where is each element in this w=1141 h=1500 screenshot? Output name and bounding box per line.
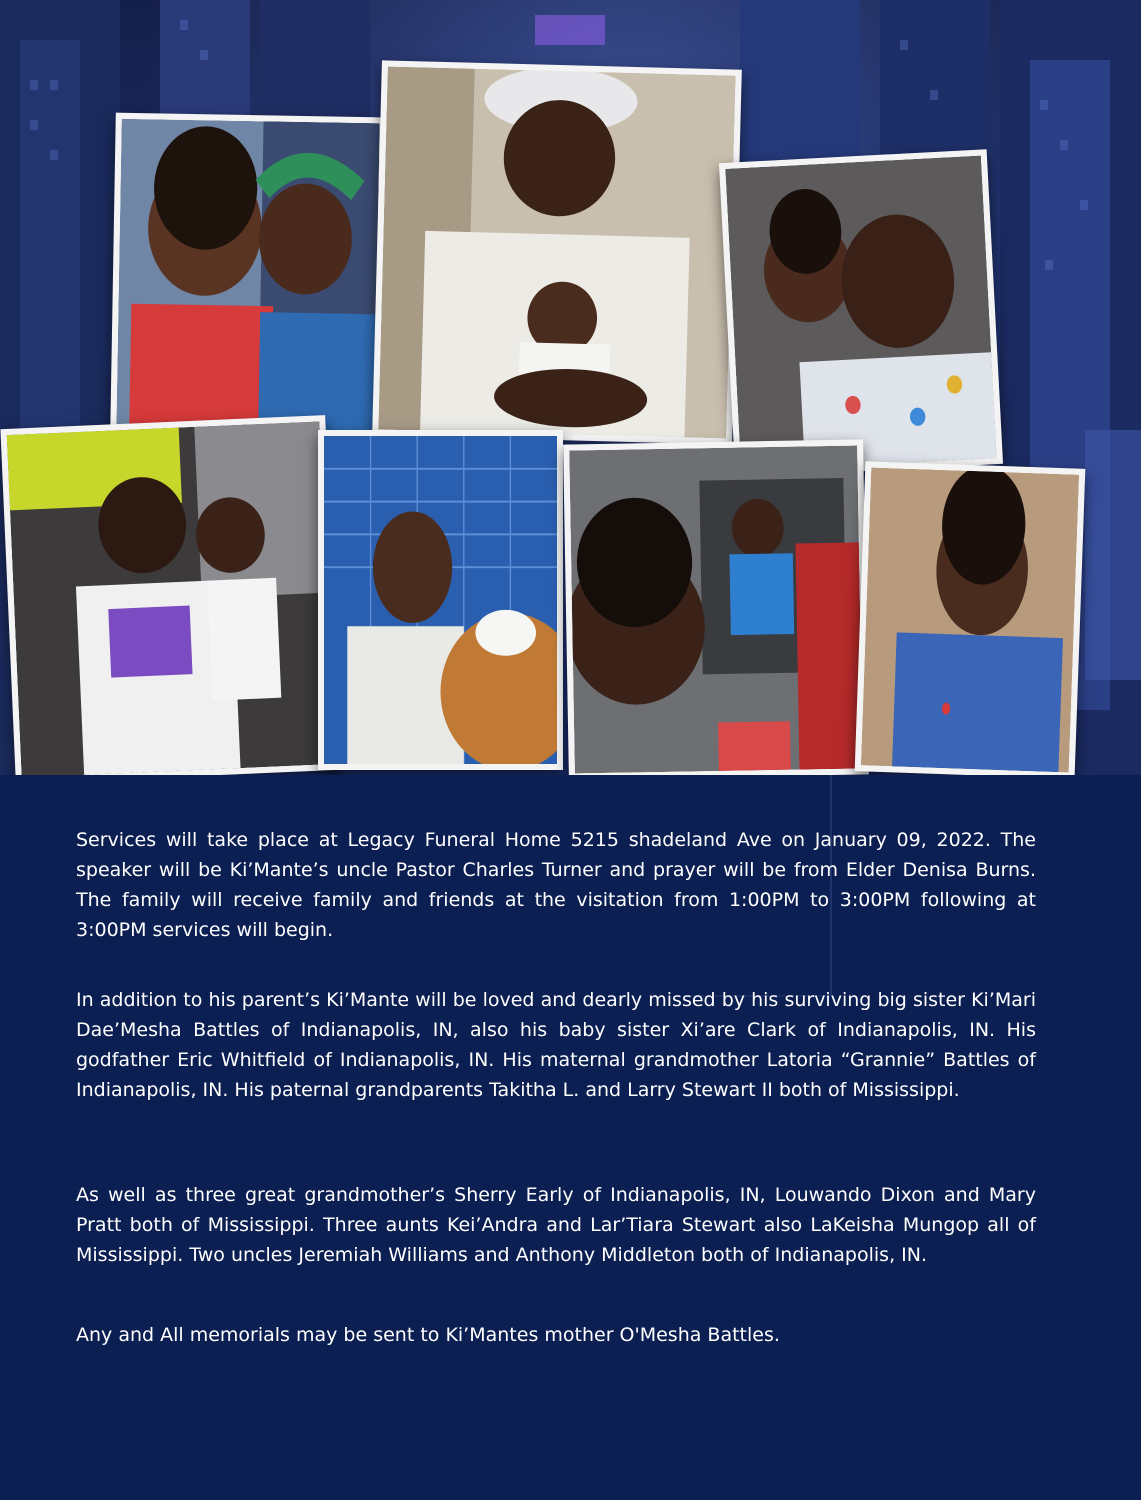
memorials-paragraph: Any and All memorials may be sent to Ki’Mantes mother O'Mesha Battles. [76,1324,780,1346]
photo-child-with-woman [110,113,386,438]
photo-boy-at-table [318,430,563,770]
extended-family-paragraph: As well as three great grandmother’s Sherry Early of Indianapolis, IN, Louwando Dixon and Mary Pratt both of Mississippi. Three aunts Kei’Andra and Lar’Tiara Stewart also LaKeisha Mungop all of Mississippi. Two uncles Jeremiah Williams and Anthony Middleton both of Indianapolis, IN. [76,1184,1036,1266]
services-paragraph: Services will take place at Legacy Funeral Home 5215 shadeland Ave on January 09, 2022. The speaker will be Ki’Mante’s uncle Pastor Charles Turner and prayer will be from Elder Denisa Burns. The family will receive family and friends at the visitation from 1:00PM to 3:00PM following at 3:00PM services will begin. [76,829,1036,941]
obituary-text [0,775,1141,1500]
photo-teen-holding-toddler [0,415,340,775]
photo-man-holding-baby [372,60,742,444]
photo-toddler-in-blue-shirt [855,461,1086,775]
survivors-paragraph: In addition to his parent’s Ki’Mante will be loved and dearly missed by his surviving big sister Ki’Mari Dae’Mesha Battles of Indianapolis, IN, also his baby sister Xi’are Clark of Indianapolis, IN. His godfather Eric Whitfield of Indianapolis, IN. His maternal grandmother Latoria “Grannie” Battles of Indianapolis, IN. His paternal grandparents Takitha L. and Larry Stewart II both of Mississippi. [76,989,1036,1101]
photo-girl-hugging-boy [719,149,1003,478]
photo-woman-and-child-in-car [563,439,869,775]
